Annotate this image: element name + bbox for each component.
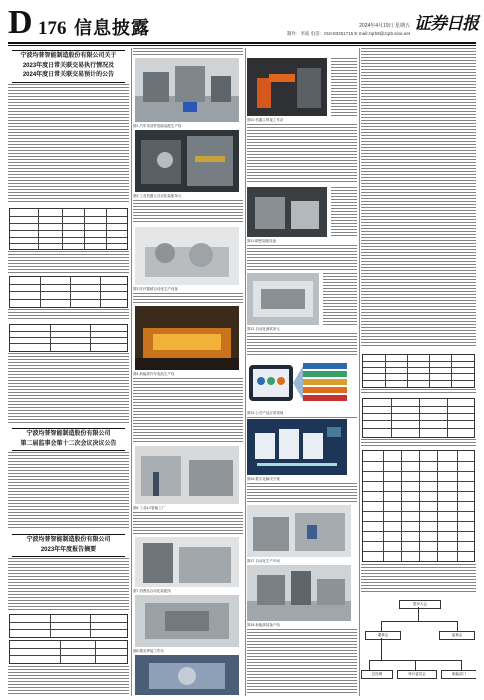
masthead-rule: [8, 42, 476, 44]
article-body: [247, 629, 357, 693]
photo-caption: 图6 工业4.0智能工厂: [133, 506, 166, 510]
article-body: [8, 558, 129, 610]
data-table: [9, 614, 128, 638]
article-body: [133, 200, 243, 224]
photo-production-workshop: [247, 505, 351, 557]
article-body: [8, 452, 129, 530]
article-body: [133, 48, 243, 56]
org-node-bottom-right: 职能部门: [441, 670, 476, 679]
data-table: [9, 640, 128, 664]
article-body: [331, 187, 357, 237]
photo-caption: 图16 数字化解决方案: [247, 477, 280, 481]
photo-medical-equipment: [135, 227, 239, 285]
article-body: [8, 251, 129, 273]
column-divider: [359, 48, 360, 696]
data-table: [9, 276, 128, 308]
headline-related-transactions: [8, 50, 129, 83]
article-body: [133, 512, 243, 534]
article-body: [361, 439, 476, 447]
article-body: [361, 48, 476, 348]
org-node-mid-right: 监事会: [439, 631, 475, 640]
graphic-digital-solution: [247, 419, 347, 475]
article-body: [8, 353, 129, 423]
article-body: [247, 483, 357, 503]
article-body: [247, 124, 357, 184]
org-node-bottom-left: 总经理: [361, 670, 393, 679]
photo-caption: 图1 汽车零部件智能装配生产线: [133, 124, 182, 128]
photo-robot-welding: [247, 58, 327, 116]
headline-line: 宁波均普智能制造股份有限公司: [26, 537, 111, 543]
data-table: [362, 450, 475, 562]
column-divider: [245, 48, 246, 696]
photo-caption: 图11 精密装配设备: [247, 239, 277, 243]
photo-robot-cell: [135, 130, 239, 192]
headline-annual-report: [8, 534, 129, 557]
column-2: [133, 48, 243, 696]
photo-laser-welding: [135, 595, 239, 647]
article-body: [133, 293, 243, 303]
org-node-mid-left: 董事会: [365, 631, 401, 640]
article-body: [361, 389, 476, 395]
article-body: [8, 84, 129, 204]
headline-line: 宁波均普智能制造股份有限公司: [26, 431, 111, 437]
photo-caption: 图12 自动化测试单元: [247, 327, 280, 331]
headline-line: 2023年度日常关联交易执行情况及: [22, 62, 115, 69]
photo-consumer-line: [135, 537, 239, 587]
article-body: [361, 564, 476, 594]
page-number: 176: [38, 18, 67, 39]
photo-inspection: [135, 655, 239, 695]
article-body: [8, 666, 129, 694]
article-body: [331, 58, 357, 116]
org-chart: [361, 598, 476, 692]
data-table: [9, 208, 128, 250]
headline-line: 2024年度日常关联交易预计的公告: [22, 72, 115, 78]
column-divider: [131, 48, 132, 696]
article-body: [247, 333, 357, 357]
photo-assembly-line: [135, 58, 239, 122]
data-table: [362, 354, 475, 388]
article-body: [323, 273, 357, 325]
section-letter: D: [8, 4, 33, 41]
photo-caption: 图10 机器人焊接工作站: [247, 118, 284, 122]
photo-caption: 图3 医疗器械自动化生产设备: [133, 287, 178, 291]
org-node-top: 股东大会: [399, 600, 441, 609]
contact-line: 制作：李波 电话：010-83251716 E-mail:zqrb9@zqrb.sina.net: [286, 31, 410, 36]
org-node-bottom-center: 审计委员会: [397, 670, 437, 679]
masthead: [0, 0, 484, 46]
section-title: 信息披露: [74, 18, 150, 38]
photo-caption: 图15 公司产品应用领域: [247, 411, 284, 415]
photo-precision-assembly: [247, 187, 327, 237]
headline-line: 宁波均普智能制造股份有限公司关于: [20, 53, 117, 59]
masthead-rule-thin: [8, 45, 476, 46]
article-body: [247, 245, 357, 271]
column-4: [361, 48, 476, 696]
photo-new-energy-line: [247, 565, 351, 621]
headline-supervisory-board: [8, 428, 129, 451]
data-table: [9, 324, 128, 352]
photo-test-unit: [247, 273, 319, 325]
headline-line: 2023年年度报告摘要: [40, 546, 97, 553]
column-3: [247, 48, 357, 696]
photo-caption: 图2 工业机器人自动化装配单元: [133, 194, 182, 198]
photo-caption: 图4 新能源汽车电池生产线: [133, 372, 175, 376]
article-body: [133, 378, 243, 442]
photo-caption: 图8 激光焊接工作站: [133, 649, 164, 653]
photo-caption: 图7 消费品自动化装配线: [133, 589, 171, 593]
article-body: [8, 309, 129, 321]
headline-line: 第二届监事会第十二次会议决议公告: [20, 440, 117, 447]
photo-caption: 图17 自动化生产车间: [247, 559, 280, 563]
column-1: [8, 48, 129, 696]
photo-smart-factory: [135, 446, 239, 504]
data-table: [362, 398, 475, 438]
photo-battery-line: [135, 306, 239, 370]
newspaper-logo: 证券日报: [414, 14, 478, 33]
graphic-application-areas: [247, 359, 351, 409]
issue-date: 2024年4月19日 星期五: [359, 23, 410, 29]
photo-caption: 图18 新能源装备产线: [247, 623, 280, 627]
